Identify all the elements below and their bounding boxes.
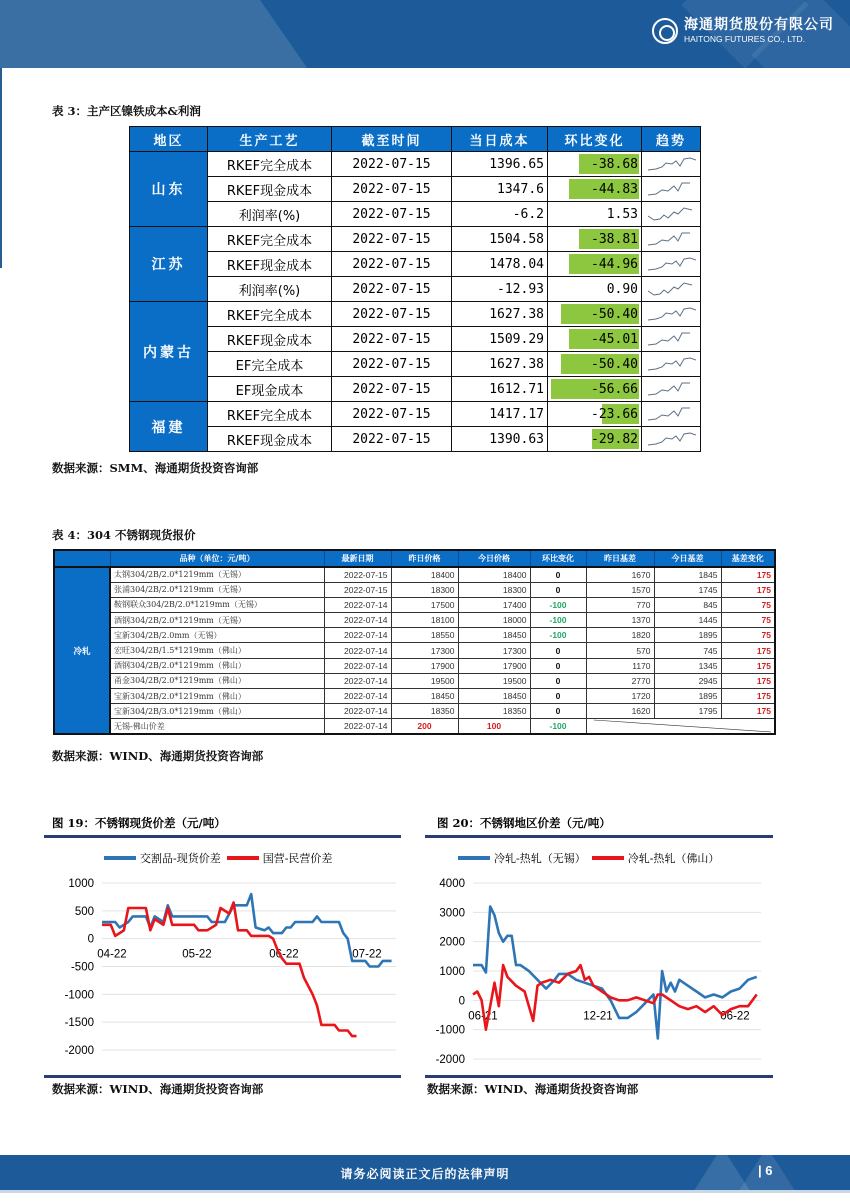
basis-change-cell: 175	[721, 704, 775, 719]
footer-underline	[0, 1190, 850, 1193]
change-cell	[548, 427, 642, 452]
process-cell: RKEF现金成本	[208, 427, 332, 452]
x-tick-label: 07-22	[352, 948, 382, 961]
x-tick-label: 05-22	[182, 948, 212, 961]
col-header-change: 环比变化	[548, 127, 642, 152]
series-line	[473, 965, 757, 1030]
col-header-latest-date: 最新日期	[324, 550, 391, 567]
fig20-line-chart	[425, 870, 775, 1080]
change-cell	[548, 152, 642, 177]
col-header-trend: 趋势	[642, 127, 701, 152]
change-cell: -100	[530, 597, 586, 612]
cost-cell: 1627.38	[452, 302, 548, 327]
fig20-bottom-rule	[425, 1075, 773, 1078]
sparkline-icon	[646, 379, 696, 399]
cost-cell: 1347.6	[452, 177, 548, 202]
sparkline-icon	[646, 404, 696, 424]
fig20-title: 图 20：不锈钢地区价差（元/吨）	[437, 816, 611, 830]
today-price-cell: 18450	[458, 689, 530, 704]
today-price-cell: 18400	[458, 567, 530, 582]
prev-price-cell: 18400	[391, 567, 458, 582]
region-cell: 内蒙古	[130, 302, 208, 402]
change-cell: 0	[530, 673, 586, 688]
change-cell	[548, 377, 642, 402]
y-tick-label: -1500	[64, 1017, 94, 1030]
x-tick-label: 04-22	[97, 948, 127, 961]
sparkline-cell	[642, 327, 701, 352]
y-tick-label: 0	[458, 995, 465, 1008]
y-tick-label: 0	[87, 933, 94, 946]
process-cell: RKEF完全成本	[208, 152, 332, 177]
haitong-logo-icon	[652, 18, 678, 44]
table-row	[130, 352, 701, 377]
prev-price-cell: 19500	[391, 673, 458, 688]
diagonal-line	[590, 719, 772, 733]
y-tick-label: -2000	[435, 1054, 465, 1066]
table-row	[130, 377, 701, 402]
product-name-cell: 宝新304/2B/2.0mm（无锡）	[110, 628, 324, 643]
sparkline-icon	[646, 329, 696, 349]
table-row	[130, 427, 701, 452]
table3-caption: 表 3：主产区镍铁成本&利润	[52, 104, 201, 118]
col-header-prev-basis: 昨日基差	[586, 550, 654, 567]
fig20-top-rule	[425, 835, 773, 838]
series-line	[102, 903, 357, 1037]
product-name-cell: 宏旺304/2B/1.5*1219mm（佛山）	[110, 643, 324, 658]
cost-cell: 1627.38	[452, 352, 548, 377]
sparkline-icon	[646, 304, 696, 324]
change-value: 1.53	[606, 206, 638, 222]
date-cell: 2022-07-14	[324, 643, 391, 658]
prev-basis-cell: 1570	[586, 582, 654, 597]
table-row	[130, 202, 701, 227]
date-cell: 2022-07-14	[324, 597, 391, 612]
product-name-cell: 宝新304/2B/2.0*1219mm（佛山）	[110, 689, 324, 704]
cost-cell: 1612.71	[452, 377, 548, 402]
legend-item	[104, 850, 221, 866]
table3-source: 数据来源：SMM、海通期货投资咨询部	[52, 461, 259, 475]
cost-cell: -12.93	[452, 277, 548, 302]
table-row	[54, 643, 775, 658]
basis-change-cell: 175	[721, 567, 775, 582]
prev-price-cell: 17300	[391, 643, 458, 658]
today-basis-cell: 2945	[654, 673, 721, 688]
prev-price-cell: 18100	[391, 613, 458, 628]
prev-price-cell: 18550	[391, 628, 458, 643]
prev-basis-cell: 1820	[586, 628, 654, 643]
change-cell	[548, 302, 642, 327]
legend-label: 国营-民营价差	[262, 852, 333, 865]
col-header-date: 截至时间	[332, 127, 452, 152]
table-row	[130, 327, 701, 352]
today-basis-cell: 1345	[654, 658, 721, 673]
region-cell: 福建	[130, 402, 208, 452]
basis-change-cell: 75	[721, 613, 775, 628]
change-cell	[548, 177, 642, 202]
date-cell: 2022-07-15	[332, 327, 452, 352]
date-cell: 2022-07-15	[324, 582, 391, 597]
today-spread-cell: 100	[458, 719, 530, 735]
fig19-line-chart	[44, 870, 404, 1080]
change-cell	[548, 227, 642, 252]
date-cell: 2022-07-14	[324, 628, 391, 643]
legend-item	[227, 850, 333, 866]
sparkline-cell	[642, 427, 701, 452]
prev-spread-cell: 200	[391, 719, 458, 735]
basis-change-cell: 175	[721, 673, 775, 688]
date-cell: 2022-07-14	[324, 719, 391, 735]
legend-label: 冷轧-热轧（佛山）	[627, 852, 720, 865]
today-basis-cell: 745	[654, 643, 721, 658]
page-footer	[0, 1155, 850, 1190]
product-name-cell: 酒钢304/2B/2.0*1219mm（佛山）	[110, 658, 324, 673]
legend-swatch-red	[227, 856, 259, 860]
today-price-cell: 18350	[458, 704, 530, 719]
fig19-legend	[104, 850, 332, 866]
company-name-cn: 海通期货股份有限公司	[684, 17, 834, 34]
x-tick-label: 06-21	[468, 1010, 498, 1023]
col-header-process: 生产工艺	[208, 127, 332, 152]
legend-swatch-red	[592, 856, 624, 860]
sparkline-cell	[642, 227, 701, 252]
process-cell: RKEF完全成本	[208, 302, 332, 327]
change-cell: 0	[530, 582, 586, 597]
date-cell: 2022-07-14	[324, 704, 391, 719]
y-tick-label: 500	[74, 905, 94, 918]
change-value: -44.83	[591, 181, 638, 197]
y-tick-label: 1000	[439, 966, 465, 978]
today-basis-cell: 845	[654, 597, 721, 612]
page-number: | 6	[758, 1163, 773, 1178]
sparkline-icon	[646, 429, 696, 449]
date-cell: 2022-07-15	[332, 377, 452, 402]
legend-item	[458, 850, 586, 866]
sparkline-icon	[646, 204, 696, 224]
sparkline-icon	[646, 154, 696, 174]
today-basis-cell: 1745	[654, 582, 721, 597]
date-cell: 2022-07-15	[332, 277, 452, 302]
sparkline-cell	[642, 352, 701, 377]
sparkline-cell	[642, 377, 701, 402]
date-cell: 2022-07-14	[324, 673, 391, 688]
table-row	[130, 152, 701, 177]
table-row	[54, 597, 775, 612]
basis-change-cell: 175	[721, 658, 775, 673]
process-cell: EF完全成本	[208, 352, 332, 377]
x-tick-label: 06-22	[720, 1010, 750, 1023]
legend-label: 冷轧-热轧（无锡）	[494, 852, 586, 865]
change-value: -23.66	[591, 406, 638, 422]
sparkline-icon	[646, 179, 696, 199]
today-price-cell: 18000	[458, 613, 530, 628]
prev-price-cell: 17900	[391, 658, 458, 673]
change-cell	[548, 402, 642, 427]
change-cell	[548, 202, 642, 227]
legend-swatch-blue	[458, 856, 490, 860]
cost-cell: 1396.65	[452, 152, 548, 177]
today-price-cell: 19500	[458, 673, 530, 688]
date-cell: 2022-07-15	[332, 427, 452, 452]
fig19-title: 图 19：不锈钢现货价差（元/吨）	[52, 816, 226, 830]
spread-name-cell: 无锡-佛山价差	[110, 719, 324, 735]
fig19-top-rule	[44, 835, 401, 838]
table-row	[130, 177, 701, 202]
change-value: -38.68	[591, 156, 638, 172]
prev-price-cell: 17500	[391, 597, 458, 612]
legal-disclaimer: 请务必阅读正文后的法律声明	[340, 1167, 510, 1181]
y-tick-label: -1000	[435, 1024, 465, 1037]
spread-row	[54, 719, 775, 735]
date-cell: 2022-07-15	[332, 152, 452, 177]
x-tick-label: 06-22	[269, 948, 299, 961]
legend-item	[592, 850, 720, 866]
change-value: -50.40	[591, 356, 638, 372]
date-cell: 2022-07-14	[324, 689, 391, 704]
sparkline-cell	[642, 152, 701, 177]
today-basis-cell: 1845	[654, 567, 721, 582]
prev-basis-cell: 770	[586, 597, 654, 612]
change-cell: 0	[530, 704, 586, 719]
cost-cell: 1509.29	[452, 327, 548, 352]
company-logo	[652, 18, 834, 44]
change-value: -56.66	[591, 381, 638, 397]
fig20-source: 数据来源：WIND、海通期货投资咨询部	[427, 1082, 639, 1096]
product-name-cell: 张浦304/2B/2.0*1219mm（无锡）	[110, 582, 324, 597]
table4-caption: 表 4：304 不锈钢现货报价	[52, 528, 196, 542]
col-header-today-basis: 今日基差	[654, 550, 721, 567]
prev-basis-cell: 2770	[586, 673, 654, 688]
y-tick-label: -500	[70, 961, 94, 974]
process-cell: RKEF现金成本	[208, 327, 332, 352]
col-header-category	[54, 550, 110, 567]
basis-change-cell: 175	[721, 643, 775, 658]
date-cell: 2022-07-15	[332, 202, 452, 227]
left-rule	[0, 68, 2, 268]
sparkline-cell	[642, 252, 701, 277]
y-tick-label: 4000	[439, 878, 465, 890]
basis-change-cell: 75	[721, 597, 775, 612]
y-tick-label: -1000	[64, 989, 94, 1002]
table-row	[130, 277, 701, 302]
basis-change-cell: 175	[721, 689, 775, 704]
date-cell: 2022-07-15	[332, 227, 452, 252]
table-row	[54, 613, 775, 628]
product-name-cell: 宝新304/2B/3.0*1219mm（佛山）	[110, 704, 324, 719]
change-value: -44.96	[591, 256, 638, 272]
today-price-cell: 17900	[458, 658, 530, 673]
prev-basis-cell: 1170	[586, 658, 654, 673]
change-value: -38.81	[591, 231, 638, 247]
col-header-region: 地区	[130, 127, 208, 152]
date-cell: 2022-07-15	[324, 567, 391, 582]
change-cell: 0	[530, 567, 586, 582]
table-row	[130, 227, 701, 252]
today-price-cell: 17300	[458, 643, 530, 658]
col-header-today-price: 今日价格	[458, 550, 530, 567]
sparkline-icon	[646, 279, 696, 299]
sparkline-icon	[646, 354, 696, 374]
today-price-cell: 18450	[458, 628, 530, 643]
sparkline-cell	[642, 277, 701, 302]
date-cell: 2022-07-15	[332, 402, 452, 427]
today-basis-cell: 1895	[654, 689, 721, 704]
sparkline-icon	[646, 229, 696, 249]
sparkline-cell	[642, 177, 701, 202]
process-cell: RKEF现金成本	[208, 252, 332, 277]
table-row	[54, 704, 775, 719]
y-tick-label: 3000	[439, 907, 465, 920]
prev-basis-cell: 570	[586, 643, 654, 658]
today-basis-cell: 1895	[654, 628, 721, 643]
product-name-cell: 鞍钢联众304/2B/2.0*1219mm（无锡）	[110, 597, 324, 612]
x-tick-label: 12-21	[583, 1010, 613, 1023]
change-cell: 0	[530, 643, 586, 658]
cost-cell: 1504.58	[452, 227, 548, 252]
change-cell	[548, 252, 642, 277]
basis-change-cell: 75	[721, 628, 775, 643]
table-row	[54, 567, 775, 582]
today-basis-cell: 1795	[654, 704, 721, 719]
prev-basis-cell: 1370	[586, 613, 654, 628]
date-cell: 2022-07-15	[332, 177, 452, 202]
table-row	[130, 402, 701, 427]
product-name-cell: 甬金304/2B/2.0*1219mm（佛山）	[110, 673, 324, 688]
y-tick-label: 2000	[439, 936, 465, 949]
table-row	[54, 658, 775, 673]
table-header-row	[54, 550, 775, 567]
cost-cell: 1417.17	[452, 402, 548, 427]
change-cell	[548, 327, 642, 352]
change-value: -29.82	[591, 431, 638, 447]
prev-basis-cell: 1620	[586, 704, 654, 719]
region-cell: 江苏	[130, 227, 208, 302]
fig19-bottom-rule	[44, 1075, 401, 1078]
fig20-legend	[458, 850, 719, 866]
col-header-product: 品种（单位：元/吨）	[110, 550, 324, 567]
basis-change-cell: 175	[721, 582, 775, 597]
change-value: -45.01	[591, 331, 638, 347]
table-row	[54, 689, 775, 704]
sparkline-cell	[642, 302, 701, 327]
col-header-cost: 当日成本	[452, 127, 548, 152]
sparkline-cell	[642, 202, 701, 227]
date-cell: 2022-07-14	[324, 613, 391, 628]
table-row	[54, 582, 775, 597]
cost-cell: -6.2	[452, 202, 548, 227]
category-cell: 冷轧	[54, 567, 110, 734]
empty-diagonal-cell	[586, 719, 775, 735]
product-name-cell: 酒钢304/2B/2.0*1219mm（无锡）	[110, 613, 324, 628]
date-cell: 2022-07-15	[332, 302, 452, 327]
change-cell: 0	[530, 689, 586, 704]
date-cell: 2022-07-15	[332, 252, 452, 277]
stainless-steel-spot-price-table	[53, 549, 776, 735]
spread-change-cell: -100	[530, 719, 586, 735]
process-cell: RKEF现金成本	[208, 177, 332, 202]
change-cell: -100	[530, 628, 586, 643]
series-line	[473, 907, 757, 1039]
table-row	[54, 673, 775, 688]
process-cell: RKEF完全成本	[208, 227, 332, 252]
prev-price-cell: 18450	[391, 689, 458, 704]
nickel-pig-iron-cost-table	[129, 126, 701, 452]
table4-source: 数据来源：WIND、海通期货投资咨询部	[52, 749, 264, 763]
change-cell: -100	[530, 613, 586, 628]
legend-swatch-blue	[104, 856, 136, 860]
cost-cell: 1478.04	[452, 252, 548, 277]
table-header-row	[130, 127, 701, 152]
cost-cell: 1390.63	[452, 427, 548, 452]
change-cell	[548, 277, 642, 302]
y-tick-label: -2000	[64, 1045, 94, 1057]
table-row	[130, 252, 701, 277]
process-cell: 利润率(%)	[208, 277, 332, 302]
col-header-basis-change: 基差变化	[721, 550, 775, 567]
change-cell: 0	[530, 658, 586, 673]
change-value: 0.90	[606, 281, 638, 297]
process-cell: 利润率(%)	[208, 202, 332, 227]
fig19-source: 数据来源：WIND、海通期货投资咨询部	[52, 1082, 264, 1096]
sparkline-icon	[646, 254, 696, 274]
date-cell: 2022-07-15	[332, 352, 452, 377]
change-cell	[548, 352, 642, 377]
change-value: -50.40	[591, 306, 638, 322]
prev-basis-cell: 1720	[586, 689, 654, 704]
legend-label: 交割品-现货价差	[140, 852, 221, 865]
date-cell: 2022-07-14	[324, 658, 391, 673]
today-price-cell: 18300	[458, 582, 530, 597]
prev-basis-cell: 1670	[586, 567, 654, 582]
today-basis-cell: 1445	[654, 613, 721, 628]
company-name-en: HAITONG FUTURES CO., LTD.	[684, 34, 806, 45]
col-header-change: 环比变化	[530, 550, 586, 567]
table-row	[54, 628, 775, 643]
region-cell: 山东	[130, 152, 208, 227]
product-name-cell: 太钢304/2B/2.0*1219mm（无锡）	[110, 567, 324, 582]
sparkline-cell	[642, 402, 701, 427]
table-row	[130, 302, 701, 327]
today-price-cell: 17400	[458, 597, 530, 612]
process-cell: EF现金成本	[208, 377, 332, 402]
col-header-prev-price: 昨日价格	[391, 550, 458, 567]
y-tick-label: 1000	[68, 878, 94, 890]
prev-price-cell: 18300	[391, 582, 458, 597]
process-cell: RKEF完全成本	[208, 402, 332, 427]
prev-price-cell: 18350	[391, 704, 458, 719]
